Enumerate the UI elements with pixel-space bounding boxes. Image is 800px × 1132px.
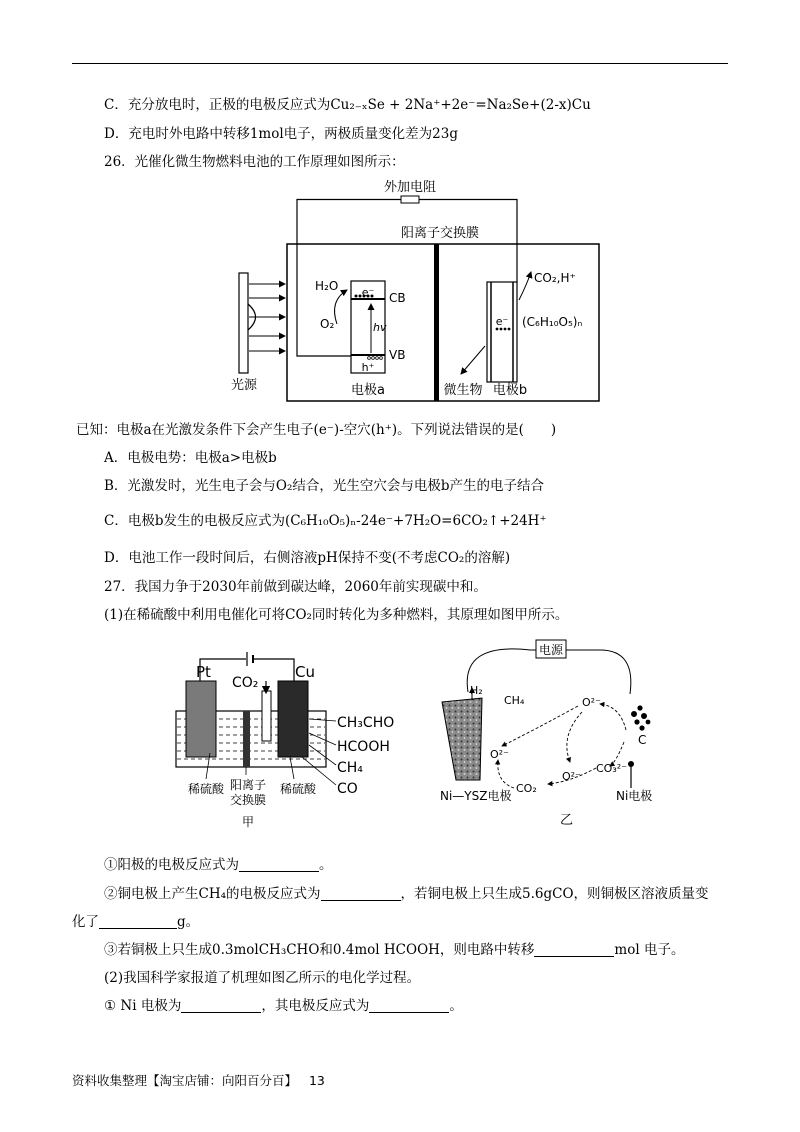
carbon-label: C <box>638 733 647 747</box>
q26-stem: 26．光催化微生物燃料电池的工作原理如图所示： <box>104 154 405 170</box>
ch4-label-a: CH₄ <box>337 760 363 776</box>
h2o-label: H₂O <box>315 279 339 293</box>
q27-q4 <box>104 997 463 1015</box>
membrane-label-2: 交换膜 <box>229 793 267 807</box>
ni-electrode-head <box>628 761 634 767</box>
membrane <box>434 244 439 401</box>
h2-label: H₂ <box>470 684 483 697</box>
electrode-a-label: 电极a <box>351 383 385 398</box>
hcooh-label: HCOOH <box>337 739 390 755</box>
acid-right-label: 稀硫酸 <box>279 782 317 796</box>
q27-q3 <box>104 941 684 959</box>
answer-blank-6[interactable] <box>369 998 449 1013</box>
co2-arrow <box>519 272 531 300</box>
answer-blank-4[interactable] <box>534 942 614 957</box>
q26-option-d: D．电池工作一段时间后，右侧溶液pH保持不变(不考虑CO₂的溶解) <box>104 550 511 566</box>
q27-q2-text-c: 化了 <box>72 914 99 930</box>
wire-cu <box>254 659 294 681</box>
q27-q4-text-a: ① Ni 电极为 <box>104 998 182 1014</box>
exchange-membrane <box>243 711 250 767</box>
co2-tube <box>262 691 271 741</box>
resistor-label: 外加电阻 <box>383 180 437 195</box>
q27-q4-text-c: 。 <box>449 998 463 1014</box>
co3-label: CO₃²⁻ <box>596 762 627 775</box>
co2-label: CO₂,H⁺ <box>534 271 576 285</box>
cu-label: Cu <box>295 663 315 681</box>
wire-b-right <box>566 650 631 694</box>
q26-figure <box>225 176 605 408</box>
q27-q1-end: 。 <box>319 857 333 873</box>
figure-a-caption: 甲 <box>241 815 255 829</box>
answer-blank-2[interactable] <box>321 886 401 901</box>
q27-q2-cont <box>72 913 199 931</box>
q27-stem: 27．我国力争于2030年前做到碳达峰，2060年前实现碳中和。 <box>104 579 487 595</box>
q27-part1: (1)在稀硫酸中利用电催化可将CO₂同时转化为多种燃料，其原理如图甲所示。 <box>104 607 569 623</box>
ch4-label-b: CH₄ <box>504 694 525 707</box>
q27-figure-b <box>430 632 660 832</box>
q27-q4-text-b: ，其电极反应式为 <box>261 998 370 1014</box>
q27-q3-text-a: ③若铜极上只生成0.3molCH₃CHO和0.4mol HCOOH，则电路中转移 <box>104 942 535 958</box>
cu-electrode <box>278 681 308 757</box>
ni-ysz-electrode <box>442 698 482 780</box>
cb-electron-label: e⁻ <box>361 286 375 299</box>
q27-q1-text: ①阳极的电极反应式为 <box>104 857 239 873</box>
q27-q2 <box>104 885 709 903</box>
q27-figure-a <box>170 645 430 835</box>
vb-hole-label: h⁺ <box>361 361 375 374</box>
o2-label: O₂ <box>320 317 335 331</box>
microbe-label: 微生物 <box>443 383 483 398</box>
b-electron-label: e⁻ <box>495 315 509 328</box>
cb-label: CB <box>389 291 406 305</box>
o2-label-bottom: O²⁻ <box>562 770 581 783</box>
light-rays <box>249 284 285 351</box>
resistor-symbol <box>401 196 419 203</box>
q27-q2-text-d: g。 <box>177 914 200 930</box>
pt-electrode <box>186 681 216 757</box>
light-source <box>239 273 248 373</box>
footer-text: 资料收集整理【淘宝店铺：向阳百分百】 <box>72 1073 298 1088</box>
q25-option-c: C．充分放电时，正极的电极反应式为Cu₂₋ₓSe + 2Na⁺+2e⁻=Na₂Se+(2-x)Cu <box>104 97 591 113</box>
q27-q1 <box>104 856 333 874</box>
q27-q2-text-b: ，若铜电极上只生成5.6gCO，则铜极区溶液质量变 <box>400 886 709 902</box>
ni-ysz-label: Ni—YSZ电极 <box>440 789 512 803</box>
q25-option-d: D．充电时外电路中转移1mol电子，两极质量变化差为23g <box>104 126 458 142</box>
power-label: 电源 <box>538 643 564 657</box>
o2-label-mid: O²⁻ <box>490 748 509 761</box>
ni-label: Ni电极 <box>616 789 653 803</box>
q26-option-a: A．电极电势：电极a>电极b <box>104 450 277 466</box>
electrode-b-label: 电极b <box>492 383 528 398</box>
acid-left-label: 稀硫酸 <box>187 782 225 796</box>
membrane-label: 阳离子交换膜 <box>400 226 480 241</box>
cellulose-label: (C₆H₁₀O₅)ₙ <box>522 315 583 329</box>
microbe-arrow <box>461 346 485 374</box>
q27-q2-text-a: ②铜电极上产生CH₄的电极反应式为 <box>104 886 321 902</box>
answer-blank-5[interactable] <box>181 998 261 1013</box>
answer-blank-1[interactable] <box>239 857 319 872</box>
header-rule <box>72 63 728 64</box>
page-number: 13 <box>308 1073 325 1088</box>
q27-q3-text-b: mol 电子。 <box>614 942 685 958</box>
co2-label-a: CO₂ <box>232 675 259 691</box>
light-label: 光源 <box>230 378 258 393</box>
o2-label-top: O²⁻ <box>582 696 601 709</box>
answer-blank-3[interactable] <box>99 914 177 929</box>
membrane-label-1: 阳离子 <box>229 778 267 792</box>
pt-label: Pt <box>196 663 211 681</box>
o2-arrow <box>335 290 347 324</box>
figure-b-caption: 乙 <box>560 813 574 828</box>
q26-option-c: C．电极b发生的电极反应式为(C₆H₁₀O₅)ₙ-24e⁻+7H₂O=6CO₂↑+24H⁺ <box>104 513 547 529</box>
q26-option-b: B．光激发时，光生电子会与O₂结合，光生空穴会与电极b产生的电子结合 <box>104 478 545 494</box>
page-footer <box>72 1071 325 1089</box>
carbon-particles <box>631 705 650 730</box>
ch3cho-label: CH₃CHO <box>337 715 395 731</box>
hv-label: hv <box>373 321 387 334</box>
vb-label: VB <box>389 348 406 362</box>
co-label: CO <box>337 781 358 797</box>
q26-known: 已知：电极a在光激发条件下会产生电子(e⁻)-空穴(h⁺)。下列说法错误的是( ) <box>76 422 557 438</box>
co2-label-b: CO₂ <box>516 782 537 795</box>
q27-part2: (2)我国科学家报道了机理如图乙所示的电化学过程。 <box>104 970 421 986</box>
